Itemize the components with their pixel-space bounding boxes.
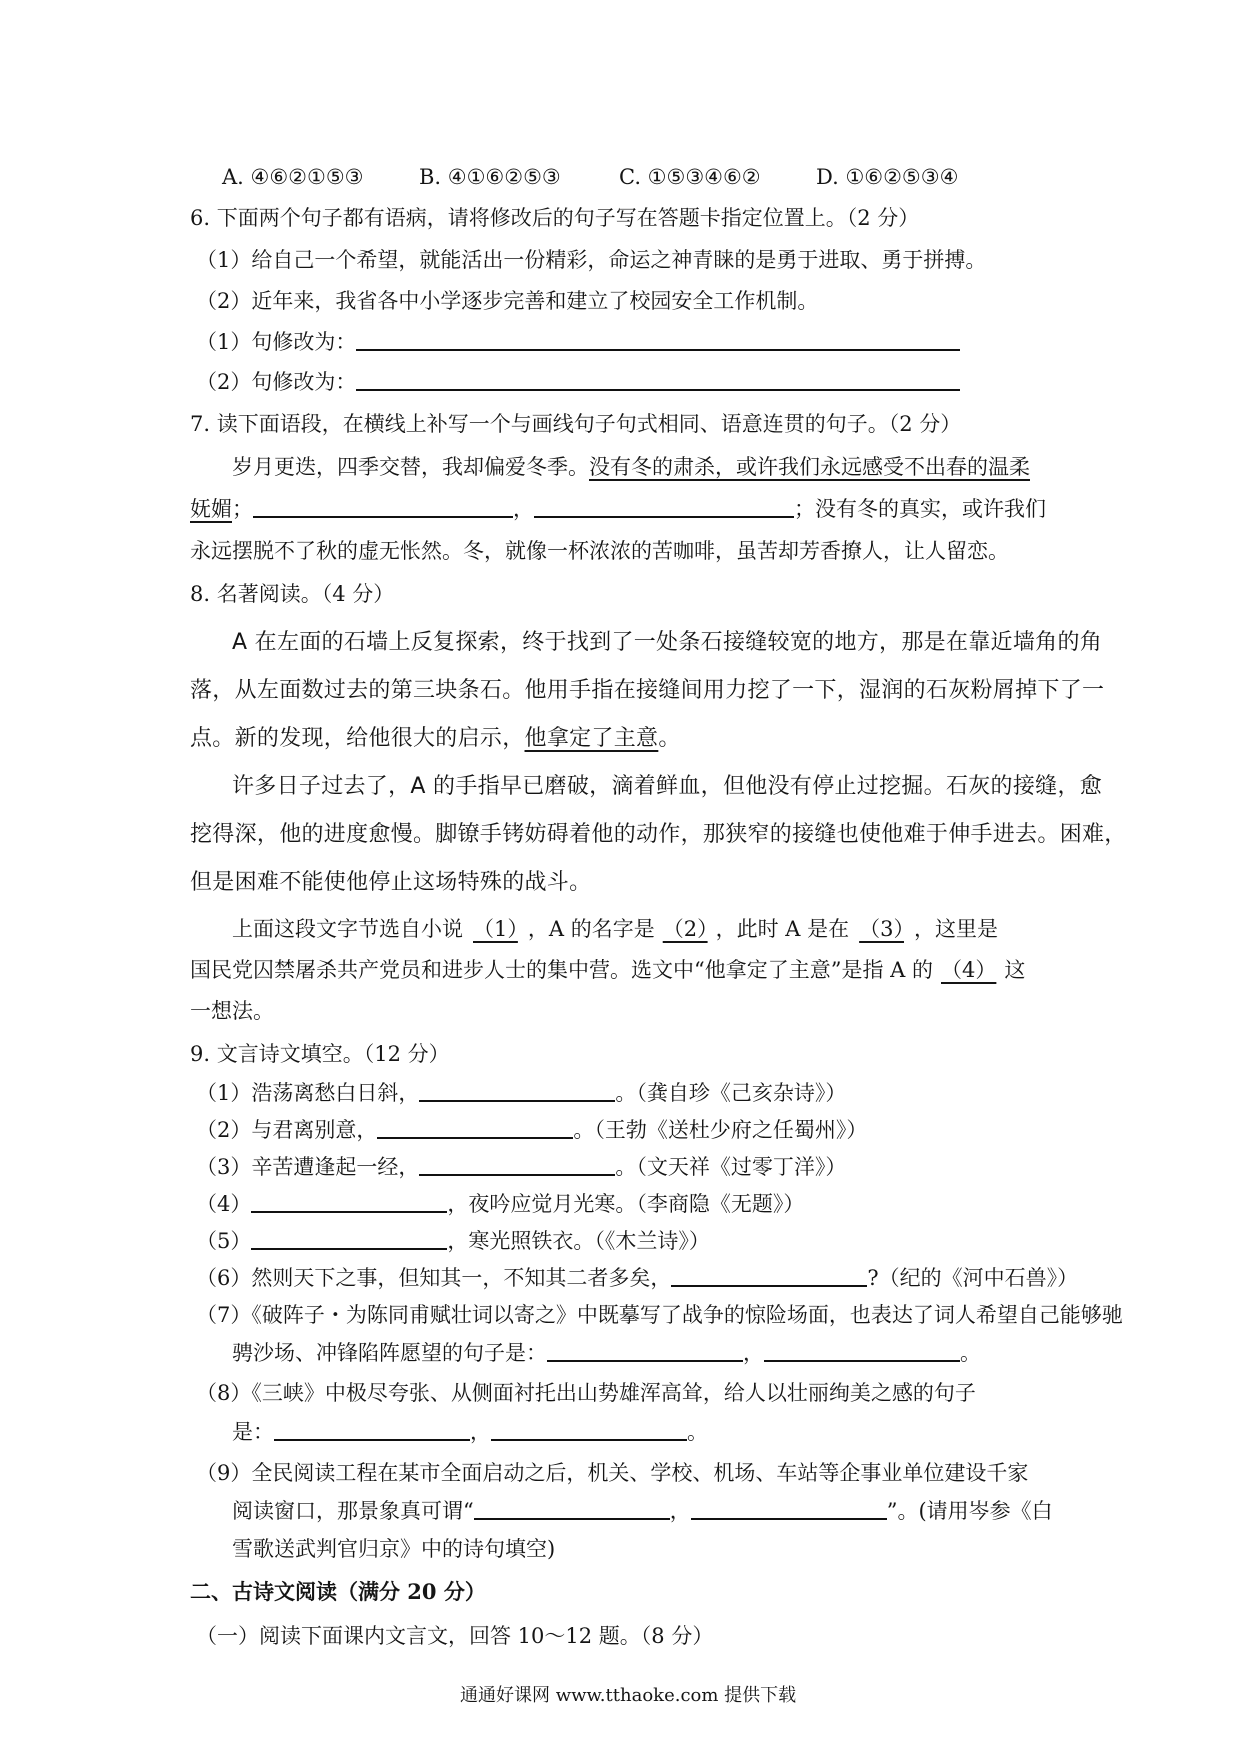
q9-item-8-text: 是： [232,1420,274,1444]
q7-comma: ， [513,497,534,521]
q9-item-8-period: 。 [687,1420,708,1444]
q9-item-4-blank[interactable] [251,1191,447,1213]
q8-question-text-a: 上面这段文字节选自小说 [232,917,463,941]
q7-blank-1[interactable] [253,496,513,518]
q9-item-1 [196,1079,846,1107]
q9-item-7-line-2 [232,1339,981,1367]
q8-question-line-1 [232,915,998,943]
q8-passage-line-5: 挖得深，他的进度愈慢。脚镣手铐妨碍着他的动作，那狭窄的接缝也使他难于伸手进去。困难， [190,822,1127,847]
q7-line-3: 永远摆脱不了秋的虚无怅然。冬，就像一杯浓浓的苦咖啡，虽苦却芳香撩人，让人留恋。 [190,539,1009,563]
q8-passage-line-4: 许多日子过去了，A 的手指早已磨破，滴着鲜血，但他没有停止过挖掘。石灰的接缝，愈 [232,774,1103,799]
q9-item-7-line-1: （7）《破阵子・为陈同甫赋壮词以寄之》中既摹写了战争的惊险场面，也表达了词人希望自己能够驰 [196,1303,1123,1327]
q8-passage-line-3 [190,725,681,753]
q8-question-text-d: ，这里是 [914,917,998,941]
option-c: C. ①⑤③④⑥② [619,165,761,189]
q9-item-4-text: ，夜吟应觉月光寒。（李商隐《无题》） [447,1192,805,1216]
q8-underlined-phrase: 他拿定了主意 [524,726,659,751]
q8-title: 8. 名著阅读。（4 分） [190,582,395,606]
q7-underlined-end: 妩媚 [190,497,232,521]
q9-item-3-blank[interactable] [419,1154,615,1176]
q9-item-1-blank[interactable] [419,1080,615,1102]
q8-question-text-c: ，此时 A 是在 [715,917,850,941]
q9-item-5-text: ，寒光照铁衣。（《木兰诗》） [447,1229,710,1253]
q9-item-7-comma: ， [743,1341,764,1365]
q8-passage-line-1: A 在左面的石墙上反复探索，终于找到了一处条石接缝较宽的地方，那是在靠近墙角的角 [232,630,1103,655]
q8-blank-1[interactable]: （1） [473,917,518,941]
q8-blank-3[interactable]: （3） [859,917,904,941]
q6-title: 6. 下面两个句子都有语病，请将修改后的句子写在答题卡指定位置上。（2 分） [190,206,920,230]
q7-colon: ； [232,497,253,521]
q9-item-4-number: （4） [196,1192,252,1216]
q8-question-text-f: 这 [1004,958,1026,982]
q6-answer-2 [196,368,960,396]
q9-item-7-period: 。 [960,1341,981,1365]
q9-item-3-source: 。（文天祥《过零丁洋》） [615,1155,847,1179]
section-2-subtitle: （一）阅读下面课内文言文，回答 10～12 题。（8 分） [196,1624,714,1648]
q5-options [222,163,958,191]
q9-item-6-blank[interactable] [671,1265,867,1287]
q6-answer-2-blank[interactable] [356,369,960,391]
q7-blank-2[interactable] [534,496,794,518]
q9-item-2-text: （2）与君离别意， [196,1118,378,1142]
q9-item-3 [196,1153,846,1181]
q9-item-7-blank-1[interactable] [547,1340,743,1362]
q9-item-2-source: 。（王勃《送杜少府之任蜀州》） [573,1118,868,1142]
q9-item-8-blank-2[interactable] [491,1419,687,1441]
q8-passage-line-6: 但是困难不能使他停止这场特殊的战斗。 [190,870,592,895]
q8-passage-period: 。 [658,726,681,751]
q7-title: 7. 读下面语段，在横线上补写一个与画线句子句式相同、语意连贯的句子。（2 分） [190,412,962,436]
q9-item-4 [196,1190,804,1218]
q8-question-line-3: 一想法。 [190,999,274,1023]
q9-item-8-comma: ， [470,1420,491,1444]
q9-item-9-text: 阅读窗口，那景象真可谓“ [232,1499,474,1523]
q6-answer-1-label: （1）句修改为： [196,330,357,354]
q8-question-text-b: ，A 的名字是 [527,917,655,941]
q7-line-2-text: ；没有冬的真实，或许我们 [794,497,1046,521]
q9-item-8-blank-1[interactable] [274,1419,470,1441]
q9-item-2-blank[interactable] [377,1117,573,1139]
q9-item-5-blank[interactable] [251,1228,447,1250]
q7-line-1 [232,453,1030,481]
q9-item-9-comma: ， [669,1499,691,1523]
q9-item-6 [196,1264,1078,1292]
q6-sentence-2: （2）近年来，我省各中小学逐步完善和建立了校园安全工作机制。 [196,289,819,313]
q9-item-7-blank-2[interactable] [764,1340,960,1362]
q9-item-1-text: （1）浩荡离愁白日斜， [196,1081,420,1105]
q7-line-2 [190,495,1046,523]
q9-item-6-source: ?（纪的《河中石兽》） [867,1266,1079,1290]
q6-answer-1 [196,328,960,356]
q9-item-9-line-3: 雪歌送武判官归京》中的诗句填空) [232,1537,556,1561]
q9-item-9-line-1: （9）全民阅读工程在某市全面启动之后，机关、学校、机场、车站等企事业单位建设千家 [196,1461,1029,1485]
q7-underlined-sentence: 没有冬的肃杀，或许我们永远感受不出春的温柔 [589,455,1030,479]
q6-answer-1-blank[interactable] [356,329,960,351]
q8-question-text-e: 国民党囚禁屠杀共产党员和进步人士的集中营。选文中“他拿定了主意”是指 A 的 [190,958,933,982]
q7-line-1-text: 岁月更迭，四季交替，我却偏爱冬季。 [232,455,589,479]
q8-passage-line-3-text: 点。新的发现，给他很大的启示， [190,726,525,751]
section-2-title: 二、古诗文阅读（满分 20 分） [190,1579,486,1604]
q9-title: 9. 文言诗文填空。（12 分） [190,1042,450,1066]
q9-item-7-text: 骋沙场、冲锋陷阵愿望的句子是： [232,1341,547,1365]
option-d: D. ①⑥②⑤③④ [816,165,959,189]
q9-item-8-line-1: （8）《三峡》中极尽夸张、从侧面衬托出山势雄浑高耸，给人以壮丽绚美之感的句子 [196,1381,976,1405]
page-footer: 通通好课网 www.tthaoke.com 提供下载 [460,1685,797,1706]
q9-item-2 [196,1116,867,1144]
q9-item-6-text: （6）然则天下之事，但知其一，不知其二者多矣， [196,1266,672,1290]
q8-blank-2[interactable]: （2） [662,917,708,941]
q9-item-5 [196,1227,710,1255]
q8-blank-4[interactable]: （4） [941,958,997,982]
q9-item-8-line-2 [232,1418,708,1446]
q9-item-1-source: 。（龚自珍《己亥杂诗》） [615,1081,847,1105]
q9-item-9-blank-2[interactable] [691,1498,887,1520]
q6-sentence-1: （1）给自己一个希望，就能活出一份精彩，命运之神青睐的是勇于进取、勇于拼搏。 [196,248,987,272]
q8-question-line-2 [190,956,1025,984]
q6-answer-2-label: （2）句修改为： [196,370,357,394]
q9-item-9-blank-1[interactable] [474,1498,670,1520]
q8-passage-line-2: 落，从左面数过去的第三块条石。他用手指在接缝间用力挖了一下，湿润的石灰粉屑掉下了一 [190,678,1105,703]
q9-item-3-text: （3）辛苦遭逢起一经， [196,1155,420,1179]
option-a: A. ④⑥②①⑤③ [222,165,364,189]
q9-item-9-text-end: ”。(请用岑参《白 [886,1499,1053,1523]
q9-item-9-line-2 [232,1497,1053,1525]
option-b: B. ④①⑥②⑤③ [419,165,561,189]
q9-item-5-number: （5） [196,1229,252,1253]
